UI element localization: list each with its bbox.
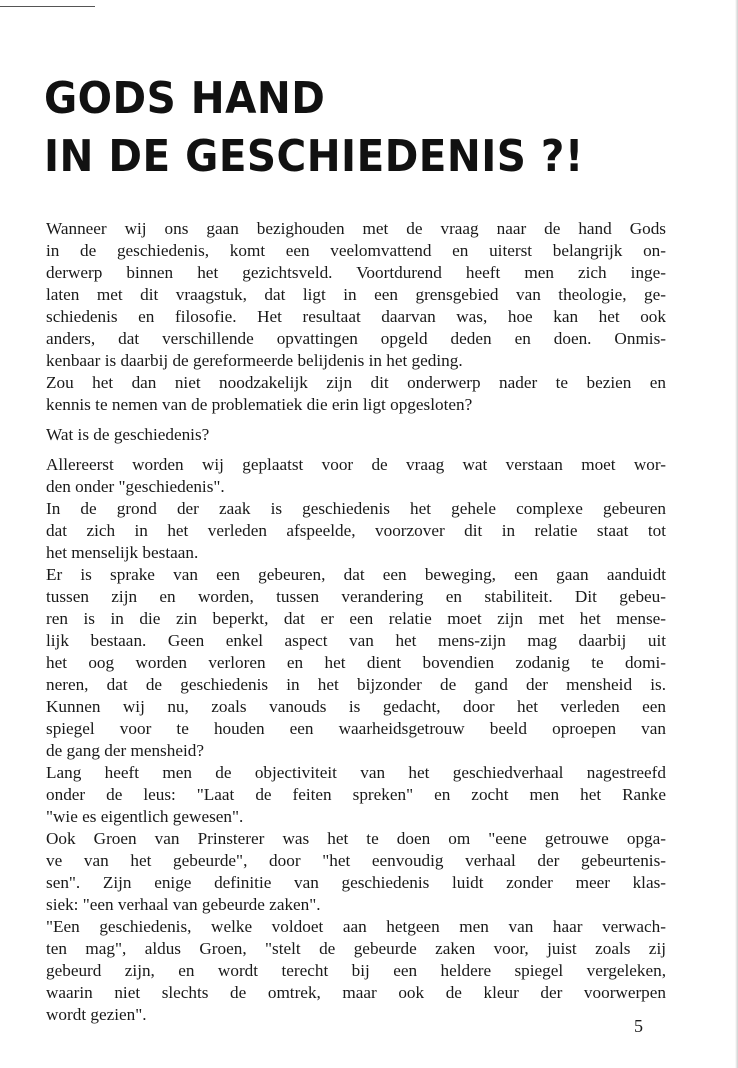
text-line: Wanneer wij ons gaan bezighouden met de vraag naar de hand Gods: [46, 219, 666, 238]
text-line: Allereerst worden wij geplaatst voor de vraag wat verstaan moet wor-: [46, 455, 666, 474]
text-line: het oog worden verloren en het dient bovendien zodanig te domi-: [46, 653, 666, 672]
text-line: dat zich in het verleden afspeelde, voorzover dit in relatie staat tot: [46, 521, 666, 540]
text-line: In de grond der zaak is geschiedenis het gehele complexe gebeuren: [46, 499, 666, 518]
text-line: kennis te nemen van de problematiek die erin ligt opgesloten?: [46, 395, 473, 414]
text-line: ren is in die zin beperkt, dat er een relatie moet zijn met het mense-: [46, 609, 666, 628]
text-line: Lang heeft men de objectiviteit van het geschiedverhaal nagestreefd: [46, 763, 666, 782]
text-line: den onder "geschiedenis".: [46, 477, 225, 496]
text-line: sen". Zijn enige definitie van geschiedenis luidt zonder meer klas-: [46, 873, 666, 892]
text-line: schiedenis en filosofie. Het resultaat daarvan was, hoe kan het ook: [46, 307, 666, 326]
text-line: laten met dit vraagstuk, dat ligt in een grensgebied van theologie, ge-: [46, 285, 666, 304]
text-line: gebeurd zijn, en wordt terecht bij een heldere spiegel vergeleken,: [46, 961, 666, 980]
text-line: derwerp binnen het gezichtsveld. Voortdurend heeft men zich inge-: [46, 263, 666, 282]
text-line: in de geschiedenis, komt een veelomvattend en uiterst belangrijk on-: [46, 241, 666, 260]
title-line-1: GODS HAND: [44, 73, 326, 124]
page-number: 5: [634, 1016, 643, 1036]
section-heading: Wat is de geschiedenis?: [46, 425, 210, 444]
text-line: tussen zijn en worden, tussen verandering en stabiliteit. Dit gebeu-: [46, 587, 666, 606]
text-line: wordt gezien".: [46, 1005, 147, 1024]
page-title: [44, 70, 584, 186]
text-line: onder de leus: "Laat de feiten spreken" en zocht men het Ranke: [46, 785, 666, 804]
text-line: spiegel voor te houden een waarheidsgetrouw beeld oproepen van: [46, 719, 666, 738]
text-line: ve van het gebeurde", door "het eenvoudig verhaal der gebeurtenis-: [46, 851, 666, 870]
text-line: kenbaar is daarbij de gereformeerde belijdenis in het geding.: [46, 351, 463, 370]
spacer: [46, 416, 666, 424]
text-line: Zou het dan niet noodzakelijk zijn dit onderwerp nader te bezien en: [46, 373, 666, 392]
intro-paragraph: [46, 218, 666, 416]
text-line: anders, dat verschillende opvattingen opgeld deden en doen. Onmis-: [46, 329, 666, 348]
section-paragraph: [46, 454, 666, 1026]
text-line: "wie es eigentlich gewesen".: [46, 807, 244, 826]
text-line: neren, dat de geschiedenis in het bijzonder de gand der mensheid is.: [46, 675, 666, 694]
text-line: Er is sprake van een gebeuren, dat een beweging, een gaan aanduidt: [46, 565, 666, 584]
text-line: "Een geschiedenis, welke voldoet aan hetgeen men van haar verwach-: [46, 917, 666, 936]
title-line-2: IN DE GESCHIEDENIS ?!: [44, 131, 584, 182]
text-line: lijk bestaan. Geen enkel aspect van het mens-zijn mag daarbij uit: [46, 631, 666, 650]
top-rule: [0, 6, 95, 7]
text-line: Kunnen wij nu, zoals vanouds is gedacht, door het verleden een: [46, 697, 666, 716]
text-line: ten mag", aldus Groen, "stelt de gebeurde zaken voor, juist zoals zij: [46, 939, 666, 958]
text-line: siek: "een verhaal van gebeurde zaken".: [46, 895, 321, 914]
article-body: [46, 218, 666, 1026]
text-line: het menselijk bestaan.: [46, 543, 199, 562]
text-line: Ook Groen van Prinsterer was het te doen om "eene getrouwe opga-: [46, 829, 666, 848]
text-line: waarin niet slechts de omtrek, maar ook de kleur der voorwerpen: [46, 983, 666, 1002]
spacer: [46, 446, 666, 454]
text-line: de gang der mensheid?: [46, 741, 204, 760]
